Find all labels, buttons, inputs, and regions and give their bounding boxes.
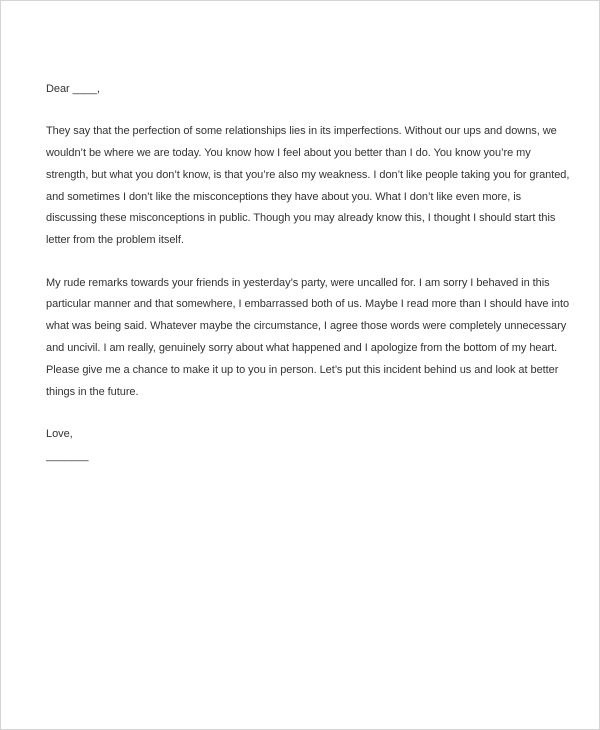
salutation: Dear ____, (46, 83, 100, 95)
paragraph-1 (46, 121, 570, 252)
letter-body (46, 79, 570, 467)
paragraph-2-line: My rude remarks towards your friends in yesterday’s party, were uncalled for. I am sorry I behaved in this (46, 276, 550, 289)
paragraph-2-line: what was being said. Whatever maybe the circumstance, I agree those words were completely unnecessary (46, 320, 567, 333)
paragraph-1-line: discussing these misconceptions in public. Though you may already know this, I thought I should start this (46, 212, 556, 225)
paragraph-2-line: particular manner and that somewhere, I embarrassed both of us. Maybe I read more than I should have into (46, 298, 570, 311)
paragraph-1-line: and sometimes I don’t like the misconceptions they have about you. What I don’t like even more, is (46, 190, 522, 203)
paragraph-1-line: They say that the perfection of some relationships lies in its imperfections. Without our ups and downs, we (46, 125, 557, 138)
paragraph-1-line: letter from the problem itself. (46, 234, 184, 247)
paragraph-2-line: and uncivil. I am really, genuinely sorry about what happened and I apologize from the bottom of my heart. (46, 341, 558, 354)
paragraph-1-line: strength, but what you don’t know, is that you’re also my weakness. I don’t like people taking you for granted, (46, 168, 570, 181)
signature-line: _______ (46, 449, 89, 462)
closing: Love, (46, 427, 73, 440)
paragraph-2-line: Please give me a chance to make it up to you in person. Let’s put this incident behind us and look at better (46, 363, 559, 376)
paragraph-2 (46, 273, 570, 404)
paragraph-1-line: wouldn’t be where we are today. You know how I feel about you better than I do. You know you’re my (46, 147, 531, 160)
paragraph-2-line: things in the future. (46, 385, 139, 398)
